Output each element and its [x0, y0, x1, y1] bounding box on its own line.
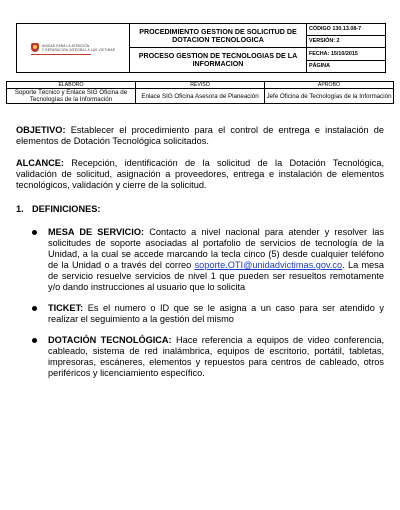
objetivo-text: Establecer el procedimiento para el control de entrega e instalación de elementos de Dotación Tecnológica solicitados.: [16, 125, 384, 146]
definition-item: [16, 335, 384, 379]
logo-text-line2: Y REPARACIÓN INTEGRAL A LAS VÍCTIMAS: [41, 47, 116, 52]
bullet-icon: [32, 338, 37, 343]
logo-cell: [17, 24, 130, 73]
bullet-icon: [32, 306, 37, 311]
bullet-icon: [32, 230, 37, 235]
support-email-link[interactable]: soporte.OTI@unidadvictimas.gov.co: [194, 260, 343, 270]
procedure-title: PROCEDIMIENTO GESTION DE SOLICITUD DE DOTACION TECNOLOGICA: [130, 24, 307, 48]
definition-text: Hace referencia a equipos de video conferencia, cableado, sistema de red inalámbrica, equipos de escritorio, portátil, tabletas, impresoras, escáneres, elementos y repuestos para centros de cableado, otros periféricos y licenciamiento específico.: [48, 335, 384, 378]
definition-item: [16, 303, 384, 325]
definition-term: DOTACIÓN TECNOLÓGICA:: [48, 335, 172, 345]
reviso-value: Enlace SIG Oficina Asesora de Planeación: [136, 89, 265, 104]
process-title: PROCESO GESTION DE TECNOLOGIAS DE LA INFORMACION: [130, 48, 307, 73]
definition-term: TICKET:: [48, 303, 84, 313]
section-number: 1.: [16, 204, 24, 214]
logo-text-line1: UNIDAD PARA LA ATENCIÓN: [41, 43, 90, 48]
document-page-label: PÁGINA: [307, 61, 386, 73]
definition-text: Contacto a nivel nacional para atender y resolver las solicitudes de soporte asociadas al portafolio de servicios de tecnología de la Unidad, a la cual se accede marcando la tecla cinco (5) desde cualquier teléfono de la Unidad o a través del correo: [48, 227, 384, 270]
alcance-text: Recepción, identificación de la solicitud de la Dotación Tecnológica, validación de solicitud, asignación a proveedores, entrega e instalación de elementos tecnológicos, validación y cierre de la solicitud.: [16, 158, 384, 190]
alcance-label: ALCANCE:: [16, 158, 64, 168]
elaboro-header: ELABORO: [7, 82, 136, 89]
document-date: FECHA: 15/10/2015: [307, 48, 386, 61]
unidad-victimas-logo: [31, 43, 115, 55]
aprobo-value: Jefe Oficina de Tecnologías de la Información: [265, 89, 394, 104]
definiciones-heading: [16, 204, 384, 215]
document-code: CÓDIGO 130.13.08-7: [307, 24, 386, 36]
objetivo-paragraph: [16, 125, 384, 147]
aprobo-header: APROBO: [265, 82, 394, 89]
alcance-paragraph: [16, 158, 384, 191]
reviso-header: REVISO: [136, 82, 265, 89]
definition-text-after: . La mesa de servicio resuelve servicios de nivel 1 que pueden ser resueltos remotamente y/o dando instrucciones al usuario que lo solicita: [48, 260, 384, 292]
elaboro-value: Soporte Técnico y Enlace SIG Oficina de Tecnologías de la Información: [7, 89, 136, 104]
coat-of-arms-icon: [31, 43, 39, 52]
document-version: VERSIÓN: 2: [307, 36, 386, 48]
definition-item: [16, 227, 384, 293]
section-title: DEFINICIONES:: [32, 204, 101, 214]
document-body: [16, 125, 384, 389]
document-header-table: [16, 23, 386, 73]
definition-term: MESA DE SERVICIO:: [48, 227, 145, 237]
approval-table: [6, 81, 394, 104]
logo-divider: [31, 54, 91, 55]
definition-text: Es el numero o ID que se le asigna a un caso para ser atendido y realizar el seguimiento a la gestión del mismo: [48, 303, 384, 324]
objetivo-label: OBJETIVO:: [16, 125, 66, 135]
